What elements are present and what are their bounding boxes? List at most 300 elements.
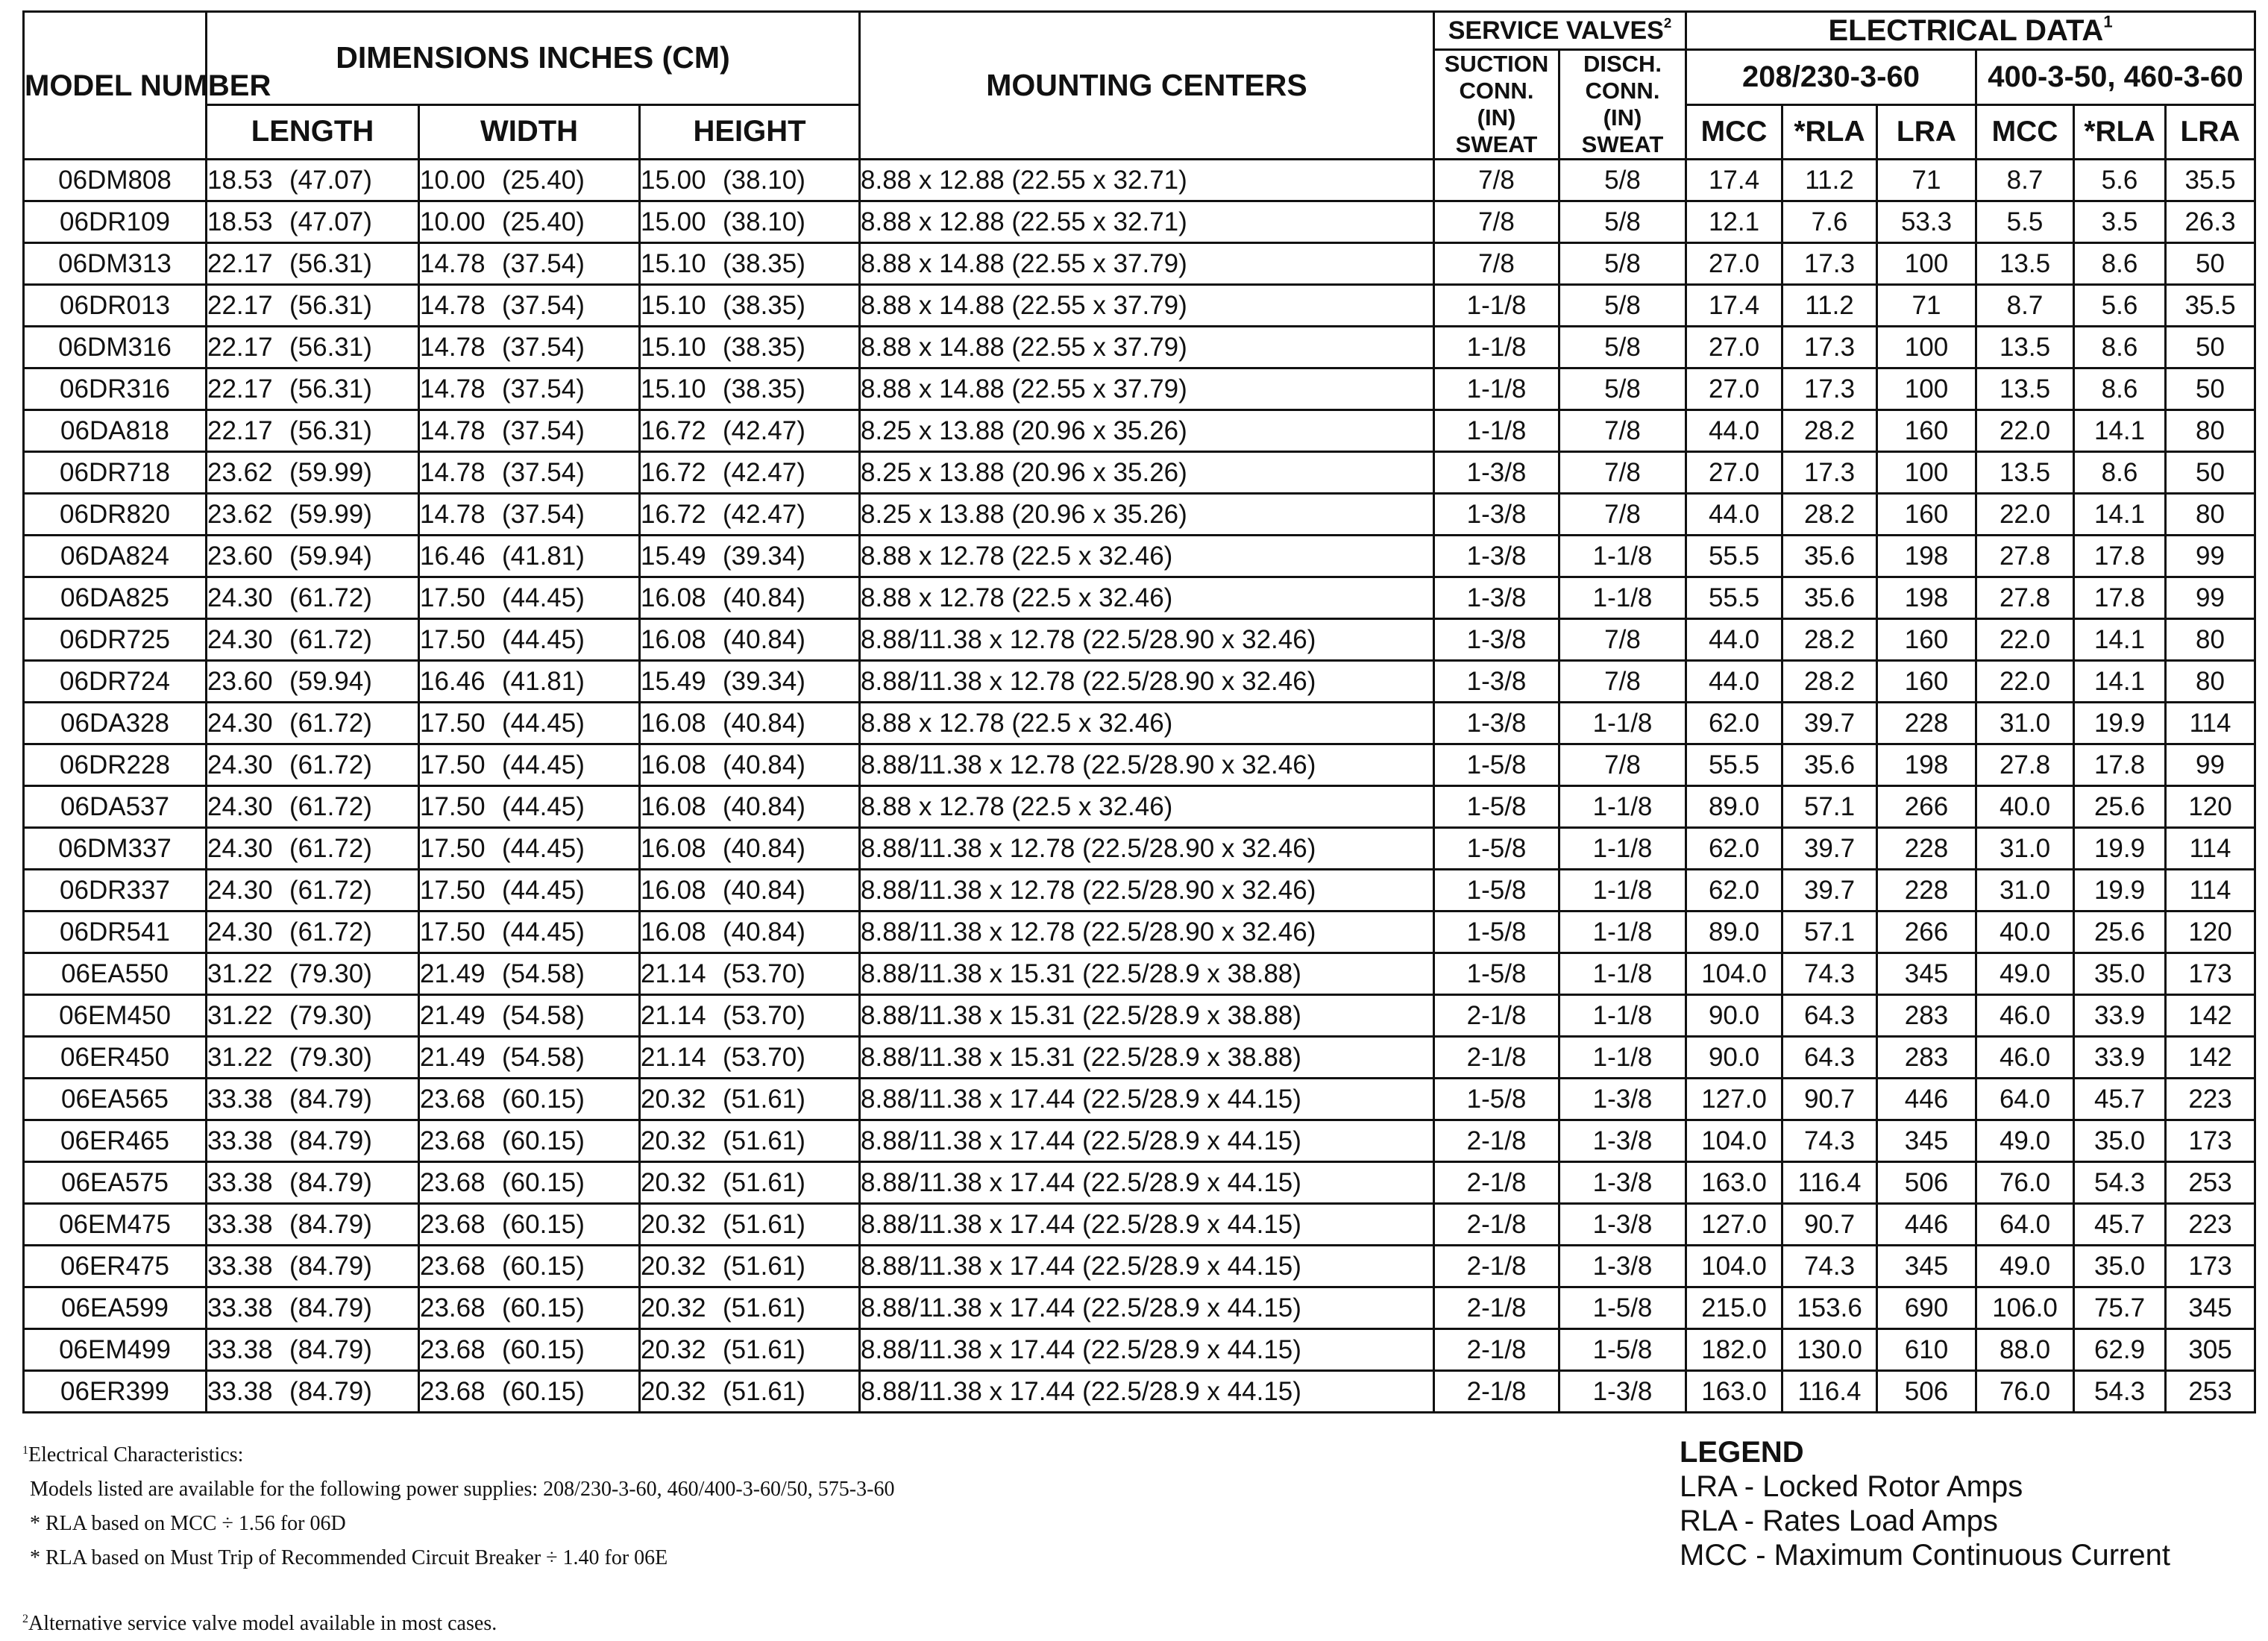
width-inches: 14.78 xyxy=(420,500,486,529)
model-number-cell: 06DR316 xyxy=(24,368,207,410)
height-inches: 21.14 xyxy=(641,1001,706,1030)
rla-400-460-cell: 14.1 xyxy=(2074,494,2166,536)
width-cell xyxy=(419,870,640,912)
model-number-cell: 06DR541 xyxy=(24,912,207,953)
width-cell xyxy=(419,536,640,577)
mcc-208-230-cell: 55.5 xyxy=(1686,577,1782,619)
width-inches: 16.46 xyxy=(420,667,486,696)
table-row xyxy=(24,1371,2255,1413)
height-cell xyxy=(640,619,860,661)
suction-conn-cell: 1-3/8 xyxy=(1434,661,1559,703)
width-inches: 23.68 xyxy=(420,1168,486,1197)
height-cell xyxy=(640,1120,860,1162)
rla-400-460-cell: 17.8 xyxy=(2074,536,2166,577)
lra-208-230-cell: 690 xyxy=(1877,1287,1976,1329)
width-inches: 14.78 xyxy=(420,374,486,404)
rla-208-230-cell: 7.6 xyxy=(1782,201,1877,243)
model-number-cell: 06EA599 xyxy=(24,1287,207,1329)
length-cm: (84.79) xyxy=(289,1085,372,1114)
header-lra: LRA xyxy=(2166,104,2255,160)
length-inches: 24.30 xyxy=(207,834,273,863)
model-number-cell: 06DA818 xyxy=(24,410,207,452)
header-height: HEIGHT xyxy=(640,104,860,160)
discharge-conn-cell: 5/8 xyxy=(1559,160,1686,201)
discharge-conn-cell: 5/8 xyxy=(1559,285,1686,327)
width-inches: 14.78 xyxy=(420,416,486,445)
length-inches: 24.30 xyxy=(207,917,273,947)
height-inches: 21.14 xyxy=(641,1043,706,1072)
width-inches: 17.50 xyxy=(420,876,486,905)
table-row xyxy=(24,536,2255,577)
header-mounting-centers: MOUNTING CENTERS xyxy=(860,12,1434,160)
width-cell xyxy=(419,577,640,619)
lra-400-460-cell: 173 xyxy=(2166,1120,2255,1162)
rla-400-460-cell: 33.9 xyxy=(2074,1037,2166,1079)
suction-conn-cell: 2-1/8 xyxy=(1434,1162,1559,1204)
height-cell xyxy=(640,786,860,828)
lra-208-230-cell: 198 xyxy=(1877,536,1976,577)
width-cell xyxy=(419,243,640,285)
lra-208-230-cell: 198 xyxy=(1877,744,1976,786)
height-inches: 20.32 xyxy=(641,1168,706,1197)
mcc-400-460-cell: 27.8 xyxy=(1976,744,2074,786)
lra-400-460-cell: 80 xyxy=(2166,619,2255,661)
width-cm: (60.15) xyxy=(502,1126,585,1155)
length-inches: 22.17 xyxy=(207,291,273,320)
mounting-centers-cell: 8.88/11.38 x 15.31 (22.5/28.9 x 38.88) xyxy=(860,1037,1434,1079)
lra-400-460-cell: 173 xyxy=(2166,1246,2255,1287)
length-cm: (59.99) xyxy=(289,500,372,529)
mcc-208-230-cell: 27.0 xyxy=(1686,368,1782,410)
length-inches: 24.30 xyxy=(207,709,273,738)
height-cm: (51.61) xyxy=(723,1210,805,1239)
length-inches: 33.38 xyxy=(207,1210,273,1239)
mcc-400-460-cell: 13.5 xyxy=(1976,368,2074,410)
mcc-400-460-cell: 8.7 xyxy=(1976,160,2074,201)
width-cell xyxy=(419,744,640,786)
rla-400-460-cell: 8.6 xyxy=(2074,452,2166,494)
length-cm: (47.07) xyxy=(289,207,372,236)
table-row xyxy=(24,619,2255,661)
legend-item-mcc: MCC - Maximum Continuous Current xyxy=(1680,1539,2170,1572)
height-cell xyxy=(640,828,860,870)
height-cell xyxy=(640,744,860,786)
mounting-centers-cell: 8.88 x 12.78 (22.5 x 32.46) xyxy=(860,703,1434,744)
mcc-400-460-cell: 22.0 xyxy=(1976,661,2074,703)
model-number-cell: 06EA565 xyxy=(24,1079,207,1120)
rla-208-230-cell: 35.6 xyxy=(1782,744,1877,786)
suction-conn-cell: 2-1/8 xyxy=(1434,1329,1559,1371)
height-inches: 16.08 xyxy=(641,792,706,821)
header-electrical-data xyxy=(1686,12,2255,50)
mcc-208-230-cell: 55.5 xyxy=(1686,536,1782,577)
height-cm: (51.61) xyxy=(723,1293,805,1322)
width-cm: (44.45) xyxy=(502,792,585,821)
length-cell xyxy=(207,285,419,327)
width-cell xyxy=(419,494,640,536)
discharge-conn-cell: 7/8 xyxy=(1559,410,1686,452)
lra-400-460-cell: 173 xyxy=(2166,953,2255,995)
suction-conn-cell: 1-1/8 xyxy=(1434,285,1559,327)
mcc-400-460-cell: 49.0 xyxy=(1976,953,2074,995)
height-inches: 15.10 xyxy=(641,291,706,320)
lra-400-460-cell: 50 xyxy=(2166,452,2255,494)
model-number-cell: 06DR724 xyxy=(24,661,207,703)
length-cm: (61.72) xyxy=(289,834,372,863)
mounting-centers-cell: 8.88/11.38 x 12.78 (22.5/28.90 x 32.46) xyxy=(860,870,1434,912)
width-inches: 17.50 xyxy=(420,917,486,947)
header-model-number: MODEL NUMBER xyxy=(24,12,207,160)
width-cell xyxy=(419,995,640,1037)
discharge-conn-cell: 1-3/8 xyxy=(1559,1204,1686,1246)
table-row xyxy=(24,1079,2255,1120)
lra-400-460-cell: 223 xyxy=(2166,1204,2255,1246)
discharge-conn-cell: 7/8 xyxy=(1559,452,1686,494)
width-cell xyxy=(419,1246,640,1287)
mcc-208-230-cell: 127.0 xyxy=(1686,1204,1782,1246)
discharge-conn-cell: 1-1/8 xyxy=(1559,536,1686,577)
mcc-208-230-cell: 27.0 xyxy=(1686,452,1782,494)
suction-conn-cell: 7/8 xyxy=(1434,243,1559,285)
length-inches: 31.22 xyxy=(207,959,273,988)
mcc-400-460-cell: 40.0 xyxy=(1976,912,2074,953)
height-cell xyxy=(640,410,860,452)
rla-400-460-cell: 14.1 xyxy=(2074,661,2166,703)
rla-400-460-cell: 35.0 xyxy=(2074,1120,2166,1162)
height-cm: (38.35) xyxy=(723,249,805,278)
lra-208-230-cell: 345 xyxy=(1877,1246,1976,1287)
rla-208-230-cell: 90.7 xyxy=(1782,1079,1877,1120)
length-inches: 24.30 xyxy=(207,750,273,779)
height-inches: 20.32 xyxy=(641,1210,706,1239)
suction-conn-cell: 2-1/8 xyxy=(1434,1037,1559,1079)
discharge-conn-cell: 1-1/8 xyxy=(1559,786,1686,828)
height-cm: (38.10) xyxy=(723,166,805,195)
table-row xyxy=(24,1329,2255,1371)
width-cm: (60.15) xyxy=(502,1210,585,1239)
rla-400-460-cell: 8.6 xyxy=(2074,327,2166,368)
mcc-400-460-cell: 22.0 xyxy=(1976,410,2074,452)
width-inches: 21.49 xyxy=(420,1001,486,1030)
rla-400-460-cell: 5.6 xyxy=(2074,285,2166,327)
height-cm: (51.61) xyxy=(723,1377,805,1406)
length-cm: (56.31) xyxy=(289,291,372,320)
mounting-centers-cell: 8.88/11.38 x 12.78 (22.5/28.90 x 32.46) xyxy=(860,828,1434,870)
height-inches: 16.08 xyxy=(641,834,706,863)
length-inches: 22.17 xyxy=(207,374,273,404)
mcc-400-460-cell: 106.0 xyxy=(1976,1287,2074,1329)
discharge-conn-cell: 7/8 xyxy=(1559,494,1686,536)
length-cm: (47.07) xyxy=(289,166,372,195)
width-inches: 17.50 xyxy=(420,834,486,863)
mcc-208-230-cell: 163.0 xyxy=(1686,1371,1782,1413)
rla-208-230-cell: 57.1 xyxy=(1782,912,1877,953)
width-cell xyxy=(419,703,640,744)
model-number-cell: 06EM450 xyxy=(24,995,207,1037)
discharge-conn-cell: 1-3/8 xyxy=(1559,1162,1686,1204)
length-cell xyxy=(207,327,419,368)
rla-400-460-cell: 54.3 xyxy=(2074,1162,2166,1204)
rla-208-230-cell: 39.7 xyxy=(1782,703,1877,744)
height-cm: (39.34) xyxy=(723,667,805,696)
footnotes xyxy=(22,1434,1141,1641)
width-cm: (37.54) xyxy=(502,500,585,529)
width-cm: (37.54) xyxy=(502,458,585,487)
height-cell xyxy=(640,1329,860,1371)
height-cell xyxy=(640,703,860,744)
rla-208-230-cell: 57.1 xyxy=(1782,786,1877,828)
footnote-1 xyxy=(22,1434,1141,1472)
rla-400-460-cell: 19.9 xyxy=(2074,703,2166,744)
height-cell xyxy=(640,327,860,368)
table-row xyxy=(24,1287,2255,1329)
lra-208-230-cell: 160 xyxy=(1877,494,1976,536)
mcc-208-230-cell: 17.4 xyxy=(1686,160,1782,201)
mcc-400-460-cell: 46.0 xyxy=(1976,995,2074,1037)
height-inches: 15.49 xyxy=(641,542,706,571)
lra-400-460-cell: 305 xyxy=(2166,1329,2255,1371)
width-cell xyxy=(419,327,640,368)
table-row xyxy=(24,160,2255,201)
mounting-centers-cell: 8.88 x 14.88 (22.55 x 37.79) xyxy=(860,285,1434,327)
height-inches: 15.49 xyxy=(641,667,706,696)
width-inches: 23.68 xyxy=(420,1210,486,1239)
lra-208-230-cell: 266 xyxy=(1877,786,1976,828)
height-cm: (53.70) xyxy=(723,1043,805,1072)
mounting-centers-cell: 8.25 x 13.88 (20.96 x 35.26) xyxy=(860,452,1434,494)
width-cell xyxy=(419,1204,640,1246)
discharge-conn-cell: 1-3/8 xyxy=(1559,1120,1686,1162)
mcc-400-460-cell: 27.8 xyxy=(1976,577,2074,619)
mcc-208-230-cell: 104.0 xyxy=(1686,953,1782,995)
rla-400-460-cell: 8.6 xyxy=(2074,368,2166,410)
width-cell xyxy=(419,953,640,995)
width-inches: 17.50 xyxy=(420,709,486,738)
height-cm: (40.84) xyxy=(723,792,805,821)
width-cm: (60.15) xyxy=(502,1335,585,1364)
discharge-conn-cell: 5/8 xyxy=(1559,327,1686,368)
discharge-conn-cell: 1-1/8 xyxy=(1559,953,1686,995)
mcc-400-460-cell: 13.5 xyxy=(1976,452,2074,494)
mcc-400-460-cell: 27.8 xyxy=(1976,536,2074,577)
mcc-208-230-cell: 90.0 xyxy=(1686,1037,1782,1079)
discharge-conn-cell: 1-1/8 xyxy=(1559,1037,1686,1079)
width-inches: 17.50 xyxy=(420,792,486,821)
rla-400-460-cell: 3.5 xyxy=(2074,201,2166,243)
mcc-400-460-cell: 22.0 xyxy=(1976,494,2074,536)
discharge-conn-cell: 1-1/8 xyxy=(1559,828,1686,870)
rla-208-230-cell: 116.4 xyxy=(1782,1162,1877,1204)
width-cm: (60.15) xyxy=(502,1085,585,1114)
lra-400-460-cell: 80 xyxy=(2166,494,2255,536)
height-inches: 16.08 xyxy=(641,917,706,947)
mounting-centers-cell: 8.88/11.38 x 15.31 (22.5/28.9 x 38.88) xyxy=(860,995,1434,1037)
length-cell xyxy=(207,1204,419,1246)
height-inches: 16.08 xyxy=(641,750,706,779)
width-inches: 21.49 xyxy=(420,959,486,988)
length-inches: 31.22 xyxy=(207,1043,273,1072)
rla-208-230-cell: 39.7 xyxy=(1782,828,1877,870)
width-inches: 23.68 xyxy=(420,1126,486,1155)
rla-208-230-cell: 153.6 xyxy=(1782,1287,1877,1329)
suction-conn-cell: 1-3/8 xyxy=(1434,494,1559,536)
model-number-cell: 06EM475 xyxy=(24,1204,207,1246)
width-cell xyxy=(419,1162,640,1204)
length-inches: 23.62 xyxy=(207,500,273,529)
model-number-cell: 06DR013 xyxy=(24,285,207,327)
discharge-conn-cell: 1-1/8 xyxy=(1559,995,1686,1037)
rla-208-230-cell: 74.3 xyxy=(1782,1246,1877,1287)
lra-208-230-cell: 53.3 xyxy=(1877,201,1976,243)
mounting-centers-cell: 8.88 x 14.88 (22.55 x 37.79) xyxy=(860,243,1434,285)
width-cell xyxy=(419,1371,640,1413)
length-cell xyxy=(207,1120,419,1162)
mcc-400-460-cell: 46.0 xyxy=(1976,1037,2074,1079)
model-number-cell: 06DR337 xyxy=(24,870,207,912)
table-row xyxy=(24,285,2255,327)
width-inches: 14.78 xyxy=(420,458,486,487)
width-cm: (54.58) xyxy=(502,959,585,988)
rla-208-230-cell: 39.7 xyxy=(1782,870,1877,912)
mounting-centers-cell: 8.88 x 14.88 (22.55 x 37.79) xyxy=(860,368,1434,410)
length-inches: 33.38 xyxy=(207,1168,273,1197)
height-inches: 15.10 xyxy=(641,374,706,404)
height-cm: (51.61) xyxy=(723,1335,805,1364)
table-row xyxy=(24,786,2255,828)
rla-400-460-cell: 8.6 xyxy=(2074,243,2166,285)
width-inches: 17.50 xyxy=(420,750,486,779)
length-cm: (61.72) xyxy=(289,583,372,612)
length-cm: (61.72) xyxy=(289,792,372,821)
length-cell xyxy=(207,410,419,452)
model-number-cell: 06DA824 xyxy=(24,536,207,577)
model-number-cell: 06DA328 xyxy=(24,703,207,744)
table-row xyxy=(24,1162,2255,1204)
length-cell xyxy=(207,1037,419,1079)
discharge-conn-cell: 5/8 xyxy=(1559,201,1686,243)
width-cm: (37.54) xyxy=(502,333,585,362)
rla-400-460-cell: 62.9 xyxy=(2074,1329,2166,1371)
mcc-400-460-cell: 49.0 xyxy=(1976,1246,2074,1287)
table-row xyxy=(24,953,2255,995)
rla-208-230-cell: 90.7 xyxy=(1782,1204,1877,1246)
model-number-cell: 06DA825 xyxy=(24,577,207,619)
height-cell xyxy=(640,661,860,703)
height-inches: 16.72 xyxy=(641,416,706,445)
discharge-conn-cell: 7/8 xyxy=(1559,661,1686,703)
length-cell xyxy=(207,201,419,243)
mounting-centers-cell: 8.88/11.38 x 12.78 (22.5/28.90 x 32.46) xyxy=(860,661,1434,703)
length-cell xyxy=(207,995,419,1037)
rla-208-230-cell: 17.3 xyxy=(1782,243,1877,285)
suction-conn-cell: 1-3/8 xyxy=(1434,703,1559,744)
mounting-centers-cell: 8.88 x 12.88 (22.55 x 32.71) xyxy=(860,160,1434,201)
model-number-cell: 06DM808 xyxy=(24,160,207,201)
width-cm: (60.15) xyxy=(502,1377,585,1406)
height-cm: (51.61) xyxy=(723,1085,805,1114)
length-cm: (56.31) xyxy=(289,374,372,404)
discharge-conn-cell: 1-1/8 xyxy=(1559,703,1686,744)
table-row xyxy=(24,912,2255,953)
length-cell xyxy=(207,1162,419,1204)
length-cell xyxy=(207,1287,419,1329)
width-inches: 17.50 xyxy=(420,625,486,654)
lra-208-230-cell: 228 xyxy=(1877,703,1976,744)
length-cm: (56.31) xyxy=(289,416,372,445)
rla-400-460-cell: 25.6 xyxy=(2074,912,2166,953)
height-inches: 15.00 xyxy=(641,207,706,236)
model-number-cell: 06DR718 xyxy=(24,452,207,494)
mcc-208-230-cell: 89.0 xyxy=(1686,786,1782,828)
lra-208-230-cell: 198 xyxy=(1877,577,1976,619)
length-cell xyxy=(207,160,419,201)
width-cm: (37.54) xyxy=(502,291,585,320)
width-cm: (41.81) xyxy=(502,542,585,571)
mcc-208-230-cell: 62.0 xyxy=(1686,703,1782,744)
mounting-centers-cell: 8.88/11.38 x 17.44 (22.5/28.9 x 44.15) xyxy=(860,1079,1434,1120)
header-lra: LRA xyxy=(1877,104,1976,160)
rla-400-460-cell: 75.7 xyxy=(2074,1287,2166,1329)
header-discharge-label: DISCH. CONN. (IN) SWEAT xyxy=(1581,51,1664,157)
rla-400-460-cell: 45.7 xyxy=(2074,1079,2166,1120)
rla-208-230-cell: 35.6 xyxy=(1782,536,1877,577)
suction-conn-cell: 1-5/8 xyxy=(1434,870,1559,912)
height-cm: (40.84) xyxy=(723,750,805,779)
rla-400-460-cell: 17.8 xyxy=(2074,577,2166,619)
discharge-conn-cell: 1-5/8 xyxy=(1559,1329,1686,1371)
discharge-conn-cell: 7/8 xyxy=(1559,619,1686,661)
length-cm: (84.79) xyxy=(289,1293,372,1322)
table-row xyxy=(24,744,2255,786)
mounting-centers-cell: 8.88/11.38 x 12.78 (22.5/28.90 x 32.46) xyxy=(860,619,1434,661)
table-row xyxy=(24,1120,2255,1162)
length-cell xyxy=(207,828,419,870)
length-cm: (84.79) xyxy=(289,1126,372,1155)
lra-400-460-cell: 80 xyxy=(2166,661,2255,703)
width-cell xyxy=(419,912,640,953)
mcc-208-230-cell: 44.0 xyxy=(1686,619,1782,661)
height-cell xyxy=(640,870,860,912)
suction-conn-cell: 1-5/8 xyxy=(1434,828,1559,870)
lra-208-230-cell: 345 xyxy=(1877,1120,1976,1162)
rla-208-230-cell: 28.2 xyxy=(1782,410,1877,452)
mounting-centers-cell: 8.88 x 12.88 (22.55 x 32.71) xyxy=(860,201,1434,243)
rla-208-230-cell: 130.0 xyxy=(1782,1329,1877,1371)
lra-400-460-cell: 345 xyxy=(2166,1287,2255,1329)
mcc-400-460-cell: 64.0 xyxy=(1976,1204,2074,1246)
suction-conn-cell: 7/8 xyxy=(1434,160,1559,201)
length-cell xyxy=(207,536,419,577)
discharge-conn-cell: 1-1/8 xyxy=(1559,870,1686,912)
lra-208-230-cell: 266 xyxy=(1877,912,1976,953)
table-header xyxy=(24,12,2255,160)
rla-400-460-cell: 14.1 xyxy=(2074,410,2166,452)
header-service-valves-label: SERVICE VALVES xyxy=(1448,16,1664,45)
table-row xyxy=(24,828,2255,870)
lra-208-230-cell: 283 xyxy=(1877,995,1976,1037)
mounting-centers-cell: 8.88/11.38 x 17.44 (22.5/28.9 x 44.15) xyxy=(860,1329,1434,1371)
height-cm: (38.10) xyxy=(723,207,805,236)
model-number-cell: 06ER399 xyxy=(24,1371,207,1413)
length-cell xyxy=(207,1079,419,1120)
length-cm: (59.94) xyxy=(289,542,372,571)
rla-208-230-cell: 116.4 xyxy=(1782,1371,1877,1413)
length-cell xyxy=(207,368,419,410)
width-cm: (44.45) xyxy=(502,917,585,947)
lra-400-460-cell: 120 xyxy=(2166,912,2255,953)
width-cm: (44.45) xyxy=(502,709,585,738)
length-cm: (56.31) xyxy=(289,249,372,278)
